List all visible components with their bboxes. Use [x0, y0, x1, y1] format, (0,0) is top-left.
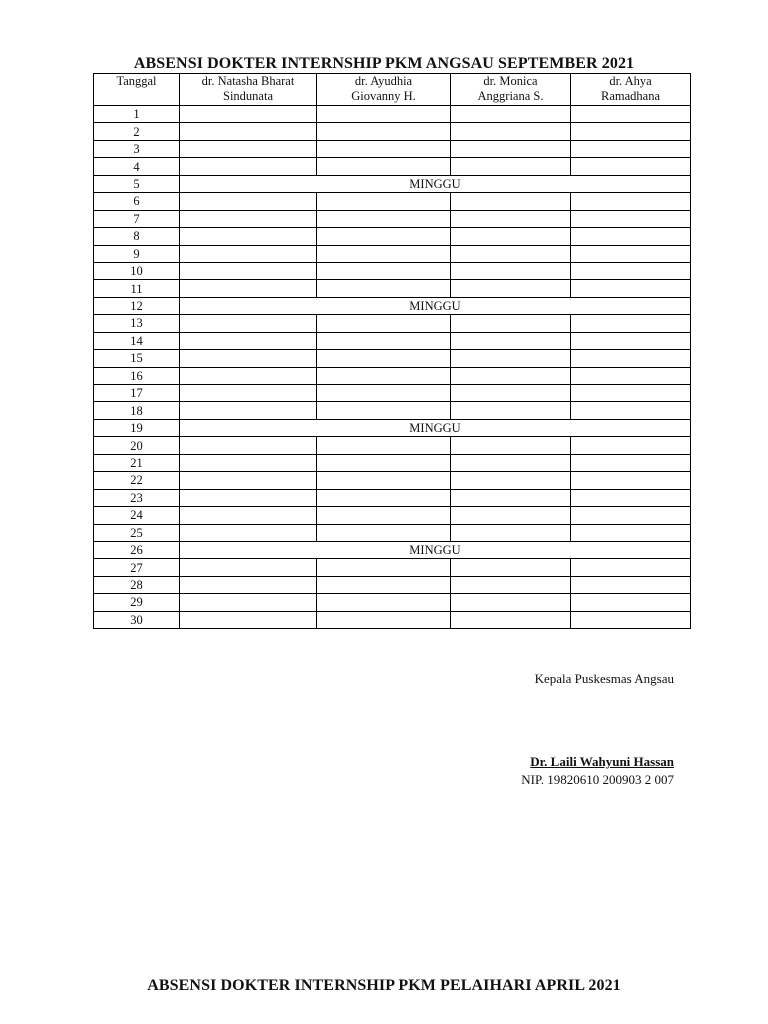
date-cell: 11 — [94, 280, 180, 297]
table-row — [94, 210, 691, 227]
date-cell: 20 — [94, 437, 180, 454]
attendance-cell[interactable] — [180, 315, 317, 332]
attendance-cell[interactable] — [571, 367, 691, 384]
attendance-cell[interactable] — [180, 332, 317, 349]
date-cell: 1 — [94, 106, 180, 123]
attendance-cell[interactable] — [451, 472, 571, 489]
table-row — [94, 472, 691, 489]
attendance-cell[interactable] — [180, 228, 317, 245]
attendance-cell[interactable] — [451, 576, 571, 593]
attendance-cell[interactable] — [180, 489, 317, 506]
holiday-cell: MINGGU — [180, 297, 691, 314]
holiday-cell: MINGGU — [180, 419, 691, 436]
date-cell: 2 — [94, 123, 180, 140]
attendance-cell[interactable] — [317, 280, 451, 297]
signature-name: Dr. Laili Wahyuni Hassan — [530, 754, 674, 769]
attendance-cell[interactable] — [180, 367, 317, 384]
attendance-cell[interactable] — [451, 332, 571, 349]
date-cell: 18 — [94, 402, 180, 419]
attendance-cell[interactable] — [180, 158, 317, 175]
attendance-cell[interactable] — [180, 140, 317, 157]
attendance-cell[interactable] — [571, 489, 691, 506]
attendance-cell[interactable] — [451, 385, 571, 402]
attendance-cell[interactable] — [571, 472, 691, 489]
table-row — [94, 175, 691, 192]
table-row — [94, 402, 691, 419]
attendance-cell[interactable] — [571, 315, 691, 332]
header-doctor-2-line-1: dr. Ayudhia — [354, 74, 413, 88]
attendance-cell[interactable] — [571, 576, 691, 593]
attendance-cell[interactable] — [571, 437, 691, 454]
attendance-cell[interactable] — [571, 350, 691, 367]
attendance-cell[interactable] — [317, 576, 451, 593]
table-row — [94, 559, 691, 576]
table-row — [94, 106, 691, 123]
attendance-cell[interactable] — [317, 367, 451, 384]
attendance-cell[interactable] — [317, 350, 451, 367]
attendance-cell[interactable] — [317, 507, 451, 524]
date-cell: 8 — [94, 228, 180, 245]
attendance-cell[interactable] — [180, 245, 317, 262]
attendance-cell[interactable] — [317, 402, 451, 419]
table-row — [94, 158, 691, 175]
attendance-cell[interactable] — [571, 193, 691, 210]
header-doctor-4 — [571, 74, 691, 106]
attendance-cell[interactable] — [571, 262, 691, 279]
date-cell: 27 — [94, 559, 180, 576]
attendance-cell[interactable] — [571, 280, 691, 297]
attendance-cell[interactable] — [571, 245, 691, 262]
header-doctor-2 — [317, 74, 451, 106]
attendance-cell[interactable] — [180, 385, 317, 402]
attendance-cell[interactable] — [317, 106, 451, 123]
table-row — [94, 332, 691, 349]
attendance-cell[interactable] — [451, 123, 571, 140]
attendance-cell[interactable] — [571, 402, 691, 419]
date-cell: 5 — [94, 175, 180, 192]
header-doctor-2-line-2: Giovanny H. — [351, 89, 416, 103]
table-row — [94, 315, 691, 332]
attendance-cell[interactable] — [180, 437, 317, 454]
table-row — [94, 507, 691, 524]
attendance-cell[interactable] — [571, 123, 691, 140]
table-row — [94, 611, 691, 628]
date-cell: 23 — [94, 489, 180, 506]
attendance-cell[interactable] — [180, 594, 317, 611]
attendance-cell[interactable] — [317, 437, 451, 454]
date-cell: 26 — [94, 541, 180, 558]
attendance-cell[interactable] — [571, 140, 691, 157]
attendance-cell[interactable] — [571, 158, 691, 175]
table-row — [94, 385, 691, 402]
table-row — [94, 489, 691, 506]
attendance-cell[interactable] — [451, 193, 571, 210]
attendance-cell[interactable] — [571, 385, 691, 402]
attendance-cell[interactable] — [317, 559, 451, 576]
attendance-cell[interactable] — [180, 210, 317, 227]
date-cell: 22 — [94, 472, 180, 489]
table-row — [94, 140, 691, 157]
table-row — [94, 367, 691, 384]
attendance-cell[interactable] — [180, 402, 317, 419]
date-cell: 9 — [94, 245, 180, 262]
date-cell: 16 — [94, 367, 180, 384]
date-cell: 14 — [94, 332, 180, 349]
table-row — [94, 454, 691, 471]
attendance-cell[interactable] — [317, 228, 451, 245]
attendance-cell[interactable] — [451, 262, 571, 279]
date-cell: 28 — [94, 576, 180, 593]
attendance-cell[interactable] — [180, 123, 317, 140]
attendance-cell[interactable] — [317, 611, 451, 628]
table-row — [94, 524, 691, 541]
attendance-cell[interactable] — [317, 454, 451, 471]
date-cell: 30 — [94, 611, 180, 628]
signature-nip: NIP. 19820610 200903 2 007 — [521, 772, 674, 787]
date-cell: 15 — [94, 350, 180, 367]
attendance-cell[interactable] — [571, 524, 691, 541]
attendance-cell[interactable] — [571, 594, 691, 611]
attendance-cell[interactable] — [571, 210, 691, 227]
attendance-cell[interactable] — [317, 262, 451, 279]
date-cell: 4 — [94, 158, 180, 175]
table-row — [94, 541, 691, 558]
date-cell: 10 — [94, 262, 180, 279]
table-row — [94, 228, 691, 245]
date-cell: 25 — [94, 524, 180, 541]
attendance-cell[interactable] — [180, 454, 317, 471]
attendance-cell[interactable] — [571, 332, 691, 349]
attendance-cell[interactable] — [180, 611, 317, 628]
attendance-cell[interactable] — [180, 524, 317, 541]
attendance-cell[interactable] — [180, 262, 317, 279]
header-doctor-3-line-2: Anggriana S. — [477, 89, 544, 103]
table-row — [94, 576, 691, 593]
attendance-cell[interactable] — [317, 245, 451, 262]
attendance-cell[interactable] — [451, 210, 571, 227]
attendance-cell[interactable] — [317, 315, 451, 332]
date-cell: 12 — [94, 297, 180, 314]
attendance-cell[interactable] — [317, 472, 451, 489]
page-title: ABSENSI DOKTER INTERNSHIP PKM ANGSAU SEPTEMBER 2021 — [133, 55, 635, 72]
holiday-cell: MINGGU — [180, 175, 691, 192]
table-row — [94, 594, 691, 611]
attendance-cell[interactable] — [451, 559, 571, 576]
attendance-cell[interactable] — [451, 437, 571, 454]
date-cell: 13 — [94, 315, 180, 332]
attendance-cell[interactable] — [571, 507, 691, 524]
attendance-cell[interactable] — [451, 367, 571, 384]
table-row — [94, 437, 691, 454]
table-row — [94, 419, 691, 436]
date-cell: 24 — [94, 507, 180, 524]
attendance-cell[interactable] — [451, 594, 571, 611]
attendance-cell[interactable] — [317, 210, 451, 227]
header-date: Tanggal — [94, 74, 180, 106]
date-cell: 17 — [94, 385, 180, 402]
attendance-cell[interactable] — [571, 611, 691, 628]
attendance-table-header — [94, 74, 691, 106]
header-doctor-3-line-1: dr. Monica — [483, 74, 538, 88]
attendance-cell[interactable] — [317, 158, 451, 175]
header-doctor-3 — [451, 74, 571, 106]
attendance-cell[interactable] — [180, 280, 317, 297]
header-row — [94, 74, 691, 106]
header-doctor-1 — [180, 74, 317, 106]
attendance-cell[interactable] — [317, 332, 451, 349]
attendance-cell[interactable] — [571, 559, 691, 576]
attendance-cell[interactable] — [317, 385, 451, 402]
attendance-cell[interactable] — [180, 106, 317, 123]
attendance-cell[interactable] — [571, 454, 691, 471]
attendance-cell[interactable] — [317, 524, 451, 541]
attendance-table-body — [94, 106, 691, 629]
attendance-cell[interactable] — [451, 524, 571, 541]
attendance-cell[interactable] — [451, 402, 571, 419]
attendance-cell[interactable] — [451, 454, 571, 471]
attendance-cell[interactable] — [451, 315, 571, 332]
attendance-cell[interactable] — [317, 193, 451, 210]
attendance-cell[interactable] — [317, 123, 451, 140]
attendance-cell[interactable] — [317, 489, 451, 506]
signature-position: Kepala Puskesmas Angsau — [534, 671, 674, 686]
attendance-cell[interactable] — [451, 489, 571, 506]
attendance-cell[interactable] — [180, 350, 317, 367]
attendance-cell[interactable] — [180, 472, 317, 489]
attendance-cell[interactable] — [451, 507, 571, 524]
attendance-cell[interactable] — [571, 228, 691, 245]
date-cell: 21 — [94, 454, 180, 471]
date-cell: 6 — [94, 193, 180, 210]
table-row — [94, 280, 691, 297]
attendance-cell[interactable] — [451, 280, 571, 297]
next-page-title: ABSENSI DOKTER INTERNSHIP PKM PELAIHARI APRIL 2021 — [147, 977, 621, 994]
attendance-cell[interactable] — [451, 158, 571, 175]
attendance-cell[interactable] — [317, 140, 451, 157]
attendance-cell[interactable] — [451, 140, 571, 157]
attendance-cell[interactable] — [451, 106, 571, 123]
attendance-table — [93, 73, 691, 629]
attendance-cell[interactable] — [451, 611, 571, 628]
header-doctor-1-line-2: Sindunata — [223, 89, 273, 103]
table-row — [94, 123, 691, 140]
header-doctor-4-line-2: Ramadhana — [600, 89, 660, 103]
header-doctor-1-line-1: dr. Natasha Bharat — [201, 74, 295, 88]
date-cell: 3 — [94, 140, 180, 157]
table-row — [94, 245, 691, 262]
attendance-cell[interactable] — [451, 245, 571, 262]
attendance-cell[interactable] — [180, 576, 317, 593]
attendance-cell[interactable] — [451, 350, 571, 367]
attendance-cell[interactable] — [180, 507, 317, 524]
date-cell: 29 — [94, 594, 180, 611]
date-cell: 7 — [94, 210, 180, 227]
attendance-cell[interactable] — [180, 193, 317, 210]
attendance-cell[interactable] — [451, 228, 571, 245]
table-row — [94, 262, 691, 279]
holiday-cell: MINGGU — [180, 541, 691, 558]
attendance-cell[interactable] — [180, 559, 317, 576]
table-row — [94, 297, 691, 314]
table-row — [94, 350, 691, 367]
attendance-cell[interactable] — [317, 594, 451, 611]
date-cell: 19 — [94, 419, 180, 436]
table-row — [94, 193, 691, 210]
attendance-cell[interactable] — [571, 106, 691, 123]
header-doctor-4-line-1: dr. Ahya — [609, 74, 652, 88]
